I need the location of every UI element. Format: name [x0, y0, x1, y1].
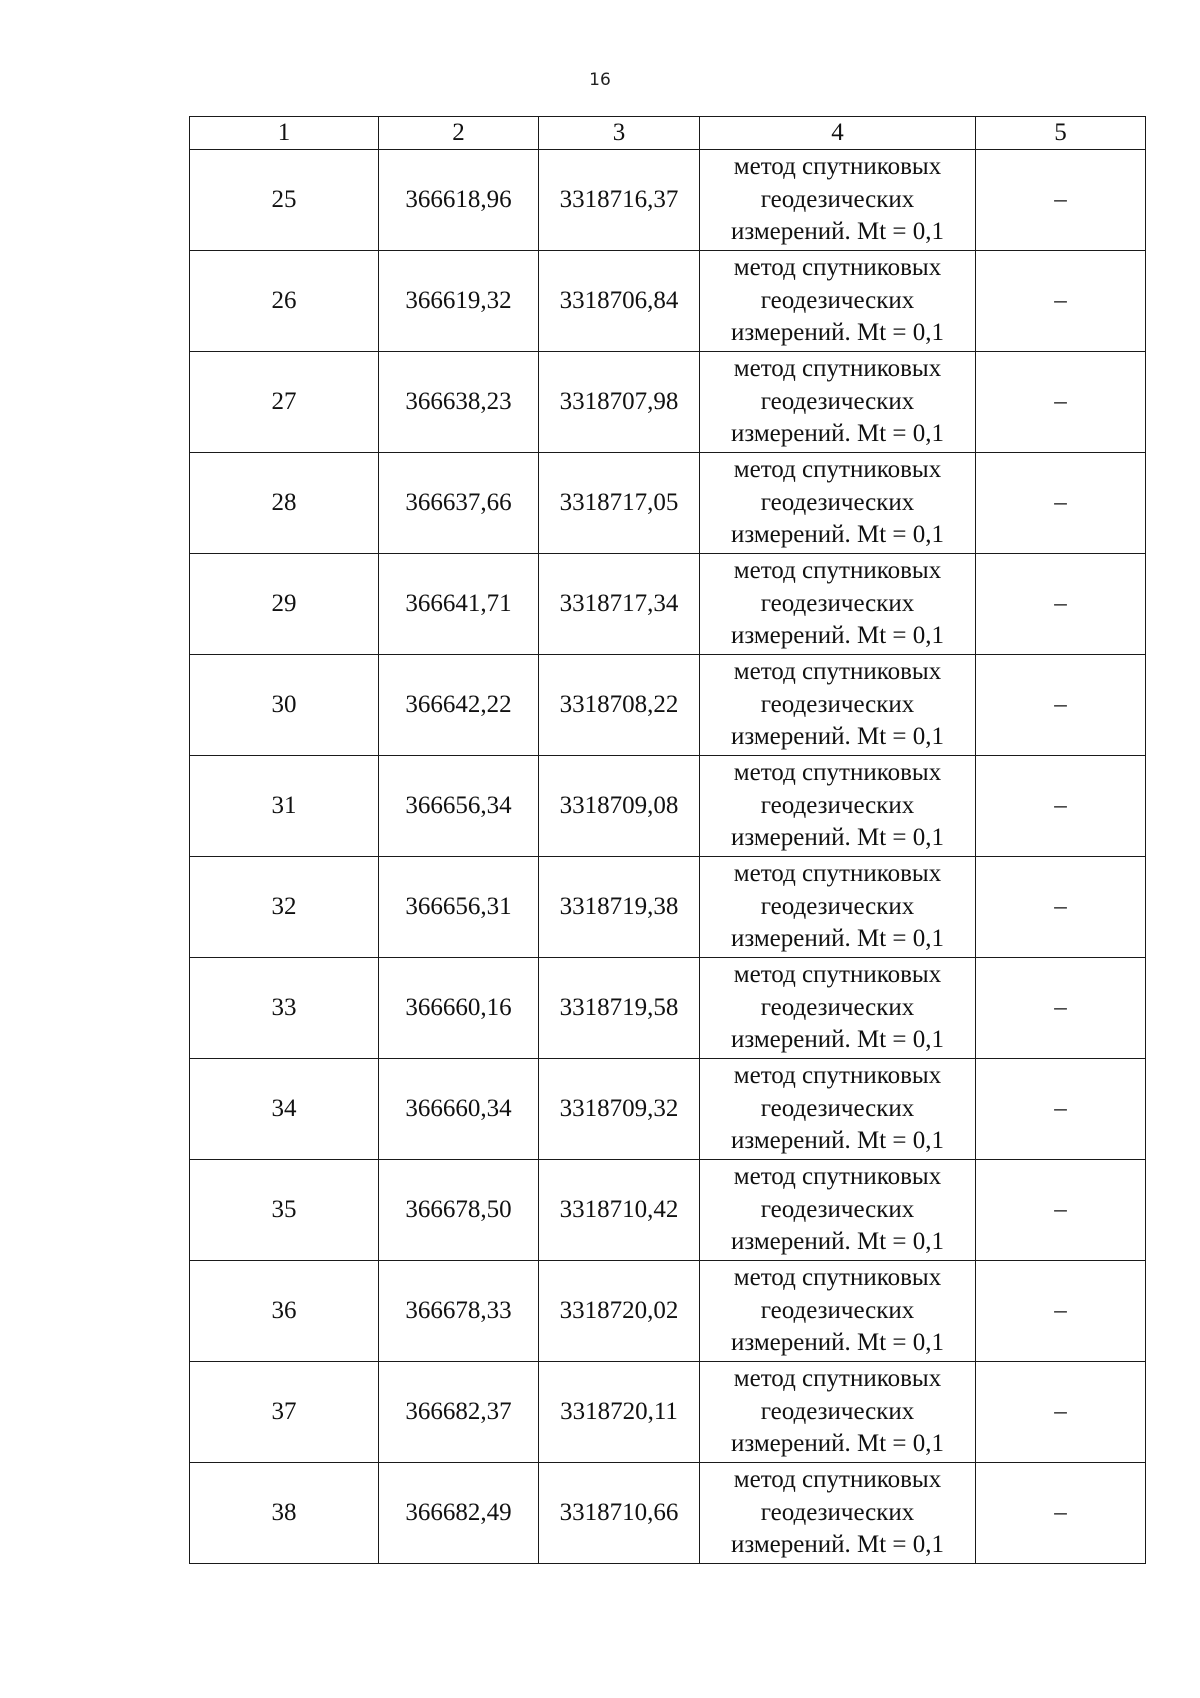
method-cell: [700, 1059, 976, 1160]
point-number-cell: 36: [190, 1261, 379, 1362]
method-line-3: измерений. Mt = 0,1: [730, 622, 945, 650]
method-line-2: геодезических: [760, 589, 915, 617]
point-number-cell: 30: [190, 655, 379, 756]
method-cell: [700, 857, 976, 958]
table-header: [190, 117, 1146, 150]
method-cell: [700, 1362, 976, 1463]
table-row: [190, 453, 1146, 554]
x-coordinate-cell: 366638,23: [379, 352, 539, 453]
method-line-1: метод спутниковых: [733, 860, 942, 888]
method-line-1: метод спутниковых: [733, 355, 942, 383]
note-cell: –: [976, 251, 1146, 352]
method-line-3: измерений. Mt = 0,1: [730, 1430, 945, 1458]
point-number-cell: 35: [190, 1160, 379, 1261]
point-number-cell: 38: [190, 1463, 379, 1564]
header-col-1: 1: [190, 117, 379, 150]
x-coordinate-cell: 366678,33: [379, 1261, 539, 1362]
coordinates-table: [189, 116, 1146, 1564]
method-line-2: геодезических: [760, 185, 915, 213]
method-cell: [700, 958, 976, 1059]
method-cell: [700, 554, 976, 655]
y-coordinate-cell: 3318706,84: [539, 251, 700, 352]
method-line-2: геодезических: [760, 1498, 915, 1526]
table-row: [190, 1362, 1146, 1463]
y-coordinate-cell: 3318707,98: [539, 352, 700, 453]
y-coordinate-cell: 3318716,37: [539, 150, 700, 251]
table-row: [190, 1463, 1146, 1564]
y-coordinate-cell: 3318720,11: [539, 1362, 700, 1463]
method-cell: [700, 150, 976, 251]
x-coordinate-cell: 366660,34: [379, 1059, 539, 1160]
method-line-3: измерений. Mt = 0,1: [730, 218, 945, 246]
method-cell: [700, 453, 976, 554]
x-coordinate-cell: 366660,16: [379, 958, 539, 1059]
x-coordinate-cell: 366618,96: [379, 150, 539, 251]
method-line-1: метод спутниковых: [733, 1062, 942, 1090]
header-row: [190, 117, 1146, 150]
y-coordinate-cell: 3318719,58: [539, 958, 700, 1059]
point-number-cell: 31: [190, 756, 379, 857]
x-coordinate-cell: 366656,31: [379, 857, 539, 958]
method-line-3: измерений. Mt = 0,1: [730, 1026, 945, 1054]
point-number-cell: 29: [190, 554, 379, 655]
point-number-cell: 34: [190, 1059, 379, 1160]
y-coordinate-cell: 3318720,02: [539, 1261, 700, 1362]
point-number-cell: 28: [190, 453, 379, 554]
method-line-1: метод спутниковых: [733, 1163, 942, 1191]
method-line-3: измерений. Mt = 0,1: [730, 1228, 945, 1256]
method-cell: [700, 352, 976, 453]
y-coordinate-cell: 3318717,34: [539, 554, 700, 655]
method-line-2: геодезических: [760, 1195, 915, 1223]
note-cell: –: [976, 554, 1146, 655]
table-row: [190, 352, 1146, 453]
x-coordinate-cell: 366637,66: [379, 453, 539, 554]
x-coordinate-cell: 366619,32: [379, 251, 539, 352]
method-line-3: измерений. Mt = 0,1: [730, 319, 945, 347]
y-coordinate-cell: 3318717,05: [539, 453, 700, 554]
table-body: [190, 150, 1146, 1564]
method-line-1: метод спутниковых: [733, 254, 942, 282]
method-line-1: метод спутниковых: [733, 1365, 942, 1393]
table-row: [190, 756, 1146, 857]
method-line-3: измерений. Mt = 0,1: [730, 824, 945, 852]
method-line-3: измерений. Mt = 0,1: [730, 723, 945, 751]
table-row: [190, 958, 1146, 1059]
method-line-2: геодезических: [760, 286, 915, 314]
method-line-1: метод спутниковых: [733, 1466, 942, 1494]
method-line-2: геодезических: [760, 1094, 915, 1122]
page-number: 16: [589, 70, 611, 90]
y-coordinate-cell: 3318710,66: [539, 1463, 700, 1564]
method-line-3: измерений. Mt = 0,1: [730, 925, 945, 953]
note-cell: –: [976, 1463, 1146, 1564]
note-cell: –: [976, 150, 1146, 251]
note-cell: –: [976, 1160, 1146, 1261]
method-line-3: измерений. Mt = 0,1: [730, 1329, 945, 1357]
table-row: [190, 251, 1146, 352]
point-number-cell: 32: [190, 857, 379, 958]
table-row: [190, 1160, 1146, 1261]
method-line-1: метод спутниковых: [733, 456, 942, 484]
note-cell: –: [976, 857, 1146, 958]
table-row: [190, 1059, 1146, 1160]
table-row: [190, 857, 1146, 958]
method-line-2: геодезических: [760, 1296, 915, 1324]
method-line-1: метод спутниковых: [733, 1264, 942, 1292]
note-cell: –: [976, 1261, 1146, 1362]
method-line-1: метод спутниковых: [733, 153, 942, 181]
note-cell: –: [976, 958, 1146, 1059]
method-line-2: геодезических: [760, 690, 915, 718]
table-row: [190, 150, 1146, 251]
y-coordinate-cell: 3318709,32: [539, 1059, 700, 1160]
method-line-2: геодезических: [760, 791, 915, 819]
method-line-3: измерений. Mt = 0,1: [730, 1127, 945, 1155]
header-col-2: 2: [379, 117, 539, 150]
header-col-4: 4: [700, 117, 976, 150]
point-number-cell: 37: [190, 1362, 379, 1463]
method-line-2: геодезических: [760, 387, 915, 415]
table-row: [190, 554, 1146, 655]
note-cell: –: [976, 453, 1146, 554]
note-cell: –: [976, 1362, 1146, 1463]
point-number-cell: 33: [190, 958, 379, 1059]
method-cell: [700, 251, 976, 352]
x-coordinate-cell: 366656,34: [379, 756, 539, 857]
method-cell: [700, 1261, 976, 1362]
y-coordinate-cell: 3318710,42: [539, 1160, 700, 1261]
point-number-cell: 25: [190, 150, 379, 251]
method-line-1: метод спутниковых: [733, 961, 942, 989]
x-coordinate-cell: 366641,71: [379, 554, 539, 655]
method-line-1: метод спутниковых: [733, 658, 942, 686]
note-cell: –: [976, 1059, 1146, 1160]
y-coordinate-cell: 3318719,38: [539, 857, 700, 958]
method-line-3: измерений. Mt = 0,1: [730, 420, 945, 448]
method-line-1: метод спутниковых: [733, 759, 942, 787]
y-coordinate-cell: 3318708,22: [539, 655, 700, 756]
note-cell: –: [976, 655, 1146, 756]
method-cell: [700, 655, 976, 756]
header-col-5: 5: [976, 117, 1146, 150]
x-coordinate-cell: 366682,49: [379, 1463, 539, 1564]
method-line-2: геодезических: [760, 993, 915, 1021]
table-row: [190, 1261, 1146, 1362]
x-coordinate-cell: 366682,37: [379, 1362, 539, 1463]
method-line-2: геодезических: [760, 1397, 915, 1425]
header-col-3: 3: [539, 117, 700, 150]
point-number-cell: 26: [190, 251, 379, 352]
y-coordinate-cell: 3318709,08: [539, 756, 700, 857]
method-cell: [700, 1463, 976, 1564]
table-row: [190, 655, 1146, 756]
note-cell: –: [976, 352, 1146, 453]
method-line-1: метод спутниковых: [733, 557, 942, 585]
method-line-3: измерений. Mt = 0,1: [730, 521, 945, 549]
x-coordinate-cell: 366678,50: [379, 1160, 539, 1261]
method-cell: [700, 756, 976, 857]
method-line-2: геодезических: [760, 892, 915, 920]
x-coordinate-cell: 366642,22: [379, 655, 539, 756]
method-line-2: геодезических: [760, 488, 915, 516]
method-line-3: измерений. Mt = 0,1: [730, 1531, 945, 1559]
note-cell: –: [976, 756, 1146, 857]
method-cell: [700, 1160, 976, 1261]
point-number-cell: 27: [190, 352, 379, 453]
